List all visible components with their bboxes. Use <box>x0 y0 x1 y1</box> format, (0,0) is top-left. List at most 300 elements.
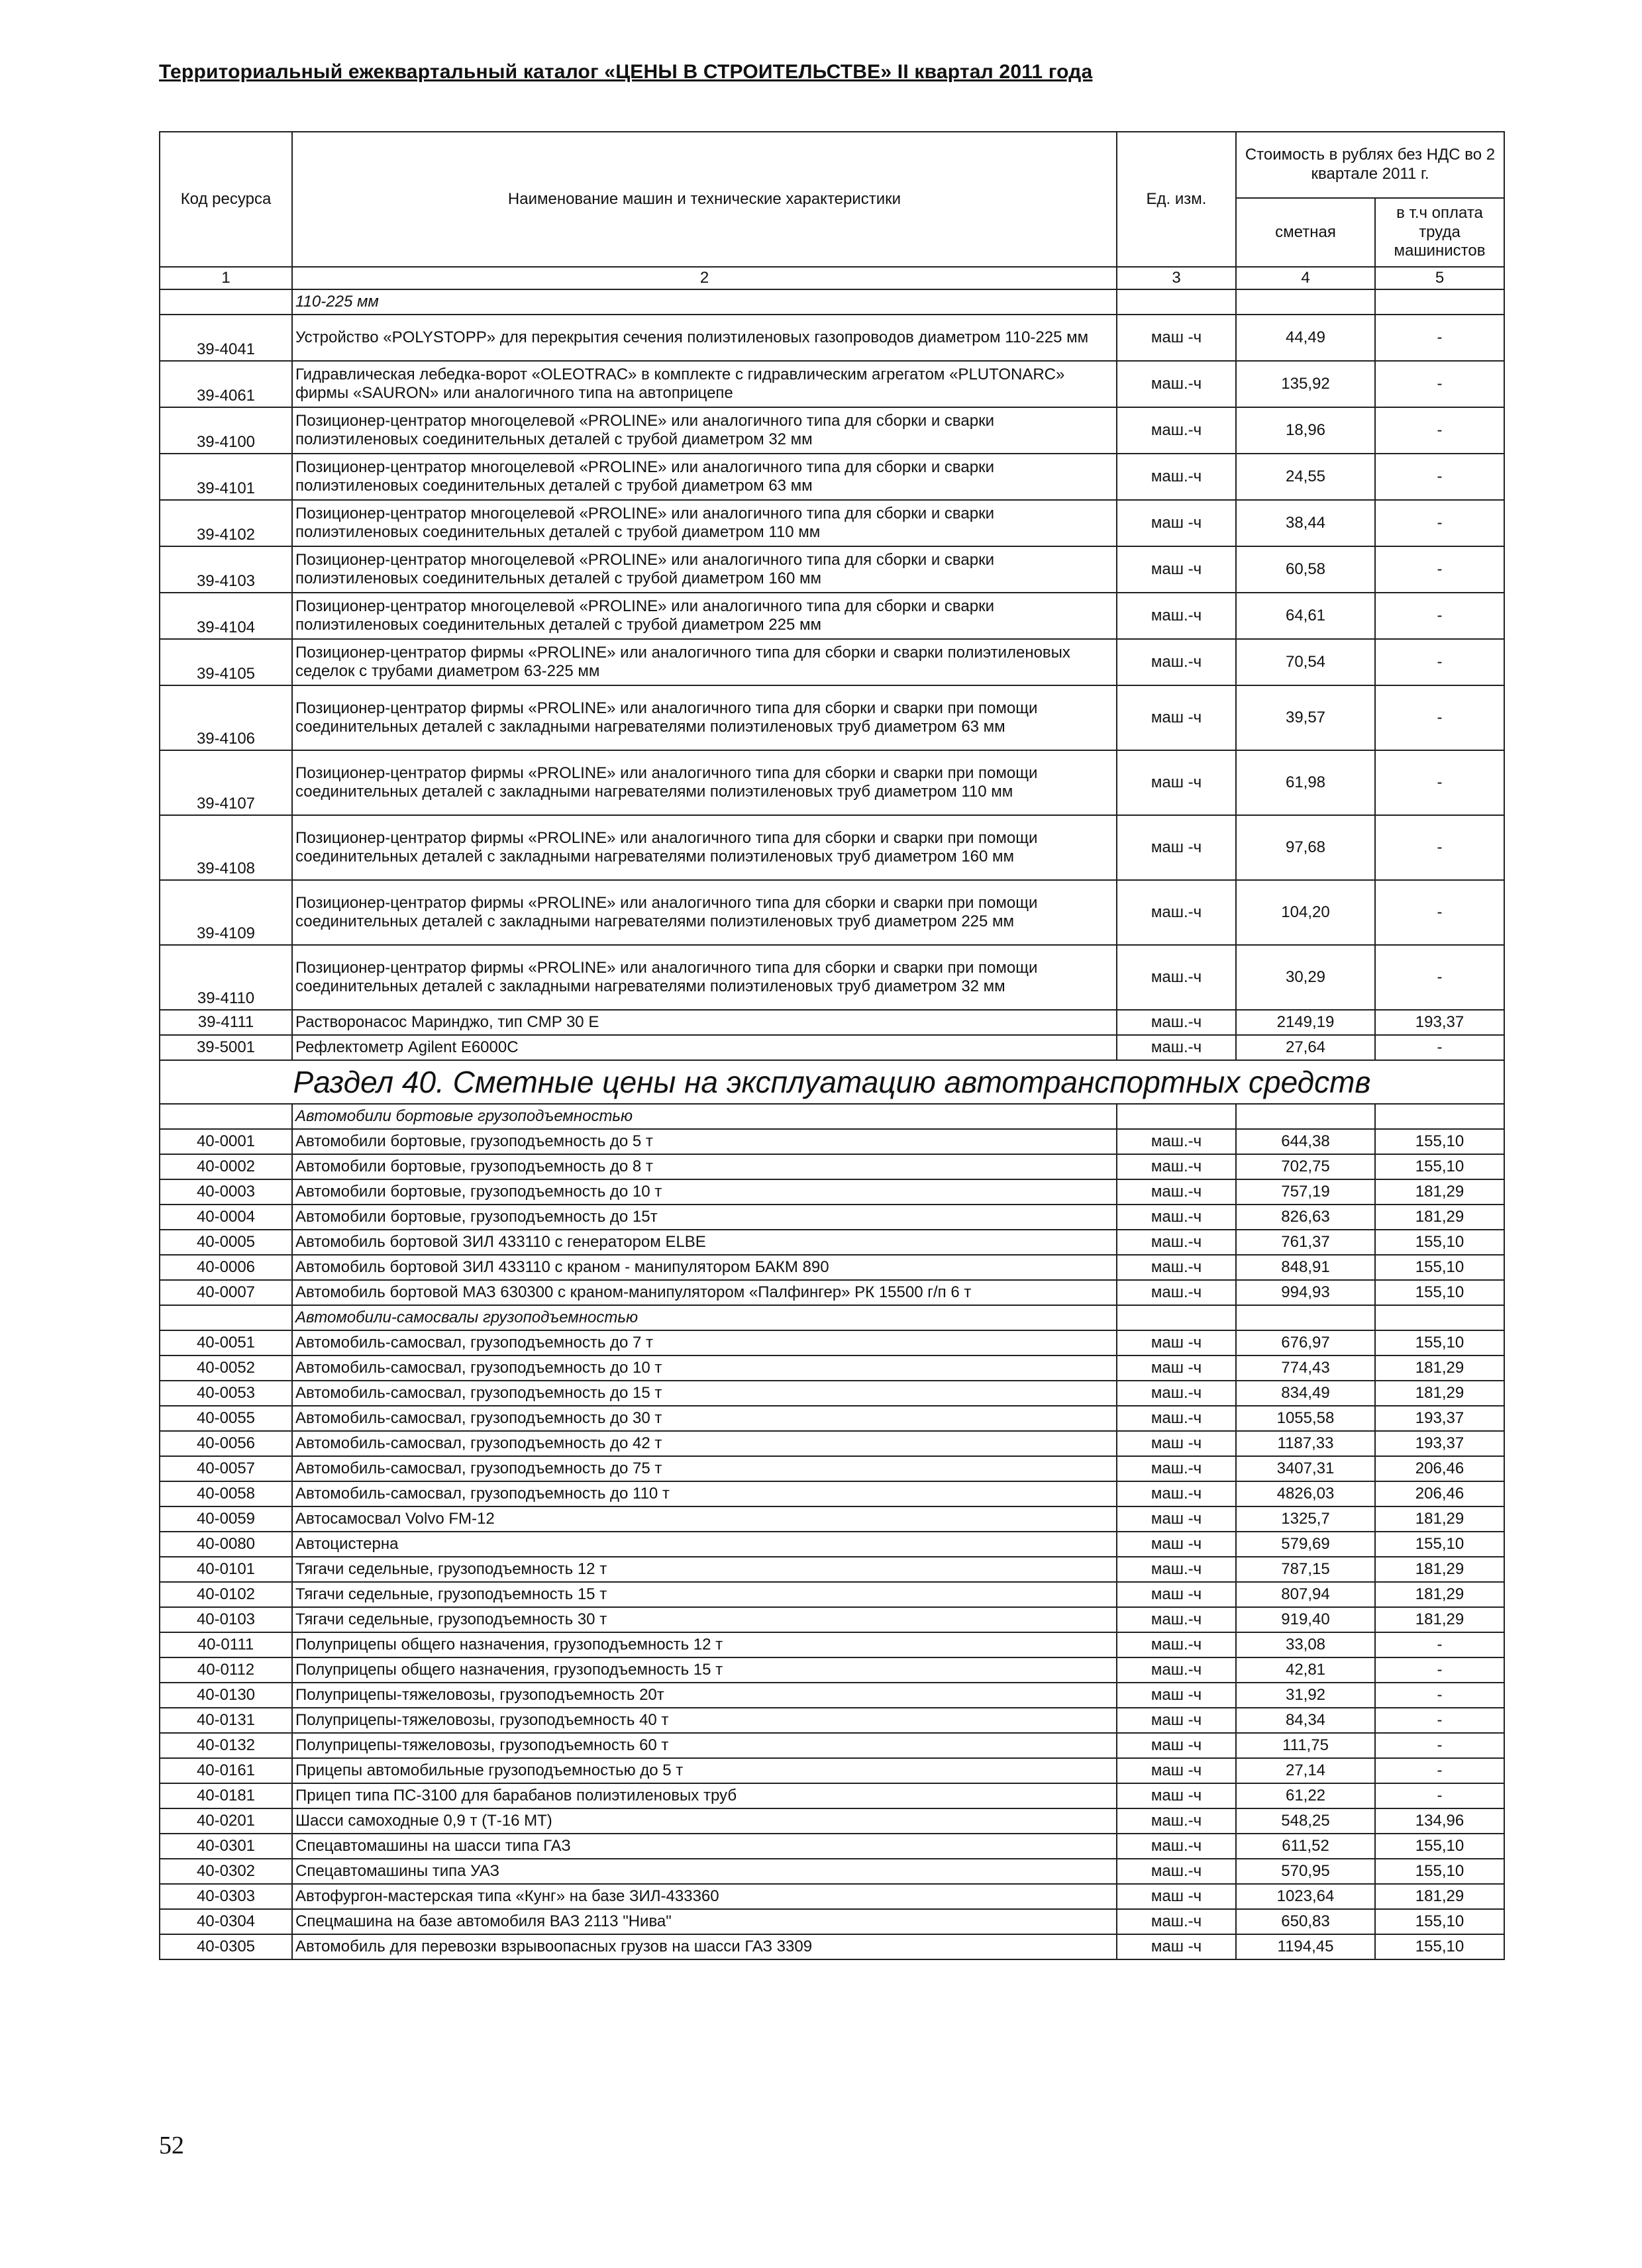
machine-name: Позиционер-центратор фирмы «PROLINE» или аналогичного типа для сборки и сварки полиэтиленовых седелок с трубами диаметром 63-225 мм <box>292 639 1117 685</box>
labor-cost-cell: 155,10 <box>1375 1280 1504 1305</box>
resource-code: 39-4106 <box>160 685 292 750</box>
machine-name: Полуприцепы общего назначения, грузоподъемность 12 т <box>292 1632 1117 1657</box>
cost-cell: 30,29 <box>1236 945 1375 1010</box>
subheading-text: 110-225 мм <box>292 289 1117 315</box>
cost-cell: 1187,33 <box>1236 1431 1375 1456</box>
labor-cost-cell: 155,10 <box>1375 1934 1504 1959</box>
table-row <box>160 1808 1504 1834</box>
table-row <box>160 1381 1504 1406</box>
resource-code: 40-0181 <box>160 1783 292 1808</box>
cost-cell: 676,97 <box>1236 1330 1375 1356</box>
table-row <box>160 454 1504 500</box>
table-row <box>160 500 1504 546</box>
empty-cell <box>160 1305 292 1330</box>
unit-cell: маш -ч <box>1117 1758 1236 1783</box>
table-row <box>160 1683 1504 1708</box>
table-row <box>160 1179 1504 1205</box>
table-row <box>160 1431 1504 1456</box>
cost-cell: 44,49 <box>1236 315 1375 361</box>
machine-name: Автомобиль-самосвал, грузоподъемность до 110 т <box>292 1481 1117 1506</box>
unit-cell: маш -ч <box>1117 1733 1236 1758</box>
unit-cell: маш.-ч <box>1117 1481 1236 1506</box>
cost-cell: 1325,7 <box>1236 1506 1375 1532</box>
section-title: Раздел 40. Сметные цены на эксплуатацию автотранспортных средств <box>160 1060 1504 1104</box>
labor-cost-cell: - <box>1375 500 1504 546</box>
subheading-row <box>160 1104 1504 1129</box>
machine-name: Автофургон-мастерская типа «Кунг» на базе ЗИЛ-433360 <box>292 1884 1117 1909</box>
labor-cost-cell: - <box>1375 546 1504 593</box>
cost-cell: 3407,31 <box>1236 1456 1375 1481</box>
resource-code: 39-4110 <box>160 945 292 1010</box>
resource-code: 40-0301 <box>160 1834 292 1859</box>
table-row <box>160 1632 1504 1657</box>
cost-cell: 61,98 <box>1236 750 1375 815</box>
table-row <box>160 1010 1504 1035</box>
labor-cost-cell: 181,29 <box>1375 1506 1504 1532</box>
unit-cell: маш -ч <box>1117 750 1236 815</box>
resource-code: 40-0059 <box>160 1506 292 1532</box>
labor-cost-cell: - <box>1375 750 1504 815</box>
labor-cost-cell: 155,10 <box>1375 1255 1504 1280</box>
resource-code: 40-0053 <box>160 1381 292 1406</box>
resource-code: 40-0005 <box>160 1230 292 1255</box>
table-row <box>160 945 1504 1010</box>
machine-name: Автомобиль-самосвал, грузоподъемность до 30 т <box>292 1406 1117 1431</box>
machine-name: Автосамосвал Volvo FM-12 <box>292 1506 1117 1532</box>
cost-cell: 24,55 <box>1236 454 1375 500</box>
machine-name: Полуприцепы-тяжеловозы, грузоподъемность 20т <box>292 1683 1117 1708</box>
machine-name: Тягачи седельные, грузоподъемность 12 т <box>292 1557 1117 1582</box>
table-row <box>160 593 1504 639</box>
cost-cell: 70,54 <box>1236 639 1375 685</box>
resource-code: 40-0161 <box>160 1758 292 1783</box>
unit-cell: маш.-ч <box>1117 593 1236 639</box>
table-row <box>160 1280 1504 1305</box>
labor-cost-cell: 155,10 <box>1375 1154 1504 1179</box>
machine-name: Полуприцепы-тяжеловозы, грузоподъемность 40 т <box>292 1708 1117 1733</box>
machine-name: Автомобили бортовые, грузоподъемность до 8 т <box>292 1154 1117 1179</box>
table-row <box>160 1607 1504 1632</box>
cost-cell: 42,81 <box>1236 1657 1375 1683</box>
table-row <box>160 1481 1504 1506</box>
empty-cell <box>1375 289 1504 315</box>
machine-name: Тягачи седельные, грузоподъемность 30 т <box>292 1607 1117 1632</box>
labor-cost-cell: 181,29 <box>1375 1884 1504 1909</box>
unit-cell: маш.-ч <box>1117 1909 1236 1934</box>
machine-name: Прицеп типа ПС-3100 для барабанов полиэтиленовых труб <box>292 1783 1117 1808</box>
machine-name: Позиционер-центратор многоцелевой «PROLINE» или аналогичного типа для сборки и сварки полиэтиленовых соединительных деталей с трубой диаметром 110 мм <box>292 500 1117 546</box>
unit-cell: маш -ч <box>1117 1708 1236 1733</box>
unit-cell: маш.-ч <box>1117 1406 1236 1431</box>
labor-cost-cell: - <box>1375 361 1504 407</box>
machine-name: Автомобиль-самосвал, грузоподъемность до 7 т <box>292 1330 1117 1356</box>
table-row <box>160 750 1504 815</box>
labor-cost-cell: 193,37 <box>1375 1010 1504 1035</box>
machine-name: Автомобили бортовые, грузоподъемность до 5 т <box>292 1129 1117 1154</box>
unit-cell: маш.-ч <box>1117 1381 1236 1406</box>
col-header-code: Код ресурса <box>160 132 292 267</box>
empty-cell <box>1375 1305 1504 1330</box>
resource-code: 39-4108 <box>160 815 292 880</box>
table-row <box>160 880 1504 945</box>
labor-cost-cell: - <box>1375 1708 1504 1733</box>
subheading-text: Автомобили бортовые грузоподъемностью <box>292 1104 1117 1129</box>
resource-code: 40-0101 <box>160 1557 292 1582</box>
labor-cost-cell: 206,46 <box>1375 1481 1504 1506</box>
machine-name: Позиционер-центратор фирмы «PROLINE» или аналогичного типа для сборки и сварки при помощи соединительных деталей с закладными нагревателями полиэтиленовых труб диаметром 63 мм <box>292 685 1117 750</box>
table-row <box>160 1758 1504 1783</box>
unit-cell: маш.-ч <box>1117 1557 1236 1582</box>
table-row <box>160 1708 1504 1733</box>
cost-cell: 111,75 <box>1236 1733 1375 1758</box>
unit-cell: маш -ч <box>1117 1934 1236 1959</box>
resource-code: 39-4111 <box>160 1010 292 1035</box>
cost-cell: 84,34 <box>1236 1708 1375 1733</box>
machine-name: Тягачи седельные, грузоподъемность 15 т <box>292 1582 1117 1607</box>
unit-cell: маш.-ч <box>1117 880 1236 945</box>
cost-cell: 848,91 <box>1236 1255 1375 1280</box>
empty-cell <box>1117 1305 1236 1330</box>
table-row <box>160 1657 1504 1683</box>
machine-name: Гидравлическая лебедка-ворот «OLEOTRAC» в комплекте с гидравлическим агрегатом «PLUTONARC» фирмы «SAURON» или аналогичного типа на автоприцепе <box>292 361 1117 407</box>
labor-cost-cell: 181,29 <box>1375 1356 1504 1381</box>
unit-cell: маш.-ч <box>1117 1632 1236 1657</box>
unit-cell: маш.-ч <box>1117 1456 1236 1481</box>
empty-cell <box>1375 1104 1504 1129</box>
resource-code: 39-4102 <box>160 500 292 546</box>
labor-cost-cell: 155,10 <box>1375 1330 1504 1356</box>
unit-cell: маш -ч <box>1117 1330 1236 1356</box>
machine-name: Позиционер-центратор фирмы «PROLINE» или аналогичного типа для сборки и сварки при помощи соединительных деталей с закладными нагревателями полиэтиленовых труб диаметром 110 мм <box>292 750 1117 815</box>
table-row <box>160 1205 1504 1230</box>
empty-cell <box>160 1104 292 1129</box>
cost-cell: 18,96 <box>1236 407 1375 454</box>
unit-cell: маш -ч <box>1117 546 1236 593</box>
table-row <box>160 1456 1504 1481</box>
machine-name: Автомобиль бортовой МАЗ 630300 с краном-манипулятором «Палфингер» РК 15500 г/п 6 т <box>292 1280 1117 1305</box>
cost-cell: 33,08 <box>1236 1632 1375 1657</box>
cost-cell: 27,64 <box>1236 1035 1375 1060</box>
machine-name: Рефлектометр Agilent E6000C <box>292 1035 1117 1060</box>
col-header-unit: Ед. изм. <box>1117 132 1236 267</box>
unit-cell: маш -ч <box>1117 500 1236 546</box>
cost-cell: 1023,64 <box>1236 1884 1375 1909</box>
table-row <box>160 1532 1504 1557</box>
machine-name: Автомобиль-самосвал, грузоподъемность до 42 т <box>292 1431 1117 1456</box>
resource-code: 39-4100 <box>160 407 292 454</box>
machine-name: Автомобиль-самосвал, грузоподъемность до 10 т <box>292 1356 1117 1381</box>
cost-cell: 570,95 <box>1236 1859 1375 1884</box>
resource-code: 40-0201 <box>160 1808 292 1834</box>
unit-cell: маш.-ч <box>1117 361 1236 407</box>
resource-code: 39-4104 <box>160 593 292 639</box>
col-header-name: Наименование машин и технические характеристики <box>292 132 1117 267</box>
cost-cell: 38,44 <box>1236 500 1375 546</box>
catalog-header: Территориальный ежеквартальный каталог «ЦЕНЫ В СТРОИТЕЛЬСТВЕ» II квартал 2011 года <box>159 61 1093 83</box>
unit-cell: маш -ч <box>1117 1356 1236 1381</box>
machine-name: Полуприцепы общего назначения, грузоподъемность 15 т <box>292 1657 1117 1683</box>
col-number: 3 <box>1117 267 1236 289</box>
resource-code: 40-0080 <box>160 1532 292 1557</box>
cost-cell: 27,14 <box>1236 1758 1375 1783</box>
table-row <box>160 1783 1504 1808</box>
table-row <box>160 1733 1504 1758</box>
cost-cell: 994,93 <box>1236 1280 1375 1305</box>
labor-cost-cell: - <box>1375 1758 1504 1783</box>
unit-cell: маш.-ч <box>1117 1607 1236 1632</box>
machine-name: Автомобиль бортовой ЗИЛ 433110 с генератором ELBE <box>292 1230 1117 1255</box>
table-row <box>160 1356 1504 1381</box>
unit-cell: маш.-ч <box>1117 1179 1236 1205</box>
unit-cell: маш.-ч <box>1117 1154 1236 1179</box>
cost-cell: 64,61 <box>1236 593 1375 639</box>
empty-cell <box>1236 289 1375 315</box>
resource-code: 40-0132 <box>160 1733 292 1758</box>
resource-code: 39-4103 <box>160 546 292 593</box>
subheading-row <box>160 1305 1504 1330</box>
machine-name: Позиционер-центратор многоцелевой «PROLINE» или аналогичного типа для сборки и сварки полиэтиленовых соединительных деталей с трубой диаметром 32 мм <box>292 407 1117 454</box>
resource-code: 40-0302 <box>160 1859 292 1884</box>
unit-cell: маш -ч <box>1117 315 1236 361</box>
cost-cell: 761,37 <box>1236 1230 1375 1255</box>
resource-code: 40-0006 <box>160 1255 292 1280</box>
resource-code: 40-0303 <box>160 1884 292 1909</box>
unit-cell: маш.-ч <box>1117 1834 1236 1859</box>
column-numbers-row <box>160 267 1504 289</box>
subheading-text: Автомобили-самосвалы грузоподъемностью <box>292 1305 1117 1330</box>
machine-name: Спецмашина на базе автомобиля ВАЗ 2113 "Нива" <box>292 1909 1117 1934</box>
machine-name: Шасси самоходные 0,9 т (Т-16 МТ) <box>292 1808 1117 1834</box>
machine-name: Прицепы автомобильные грузоподъемностью до 5 т <box>292 1758 1117 1783</box>
resource-code: 39-4041 <box>160 315 292 361</box>
resource-code: 40-0002 <box>160 1154 292 1179</box>
empty-cell <box>1117 1104 1236 1129</box>
col-header-cost: сметная <box>1236 198 1375 267</box>
resource-code: 39-4061 <box>160 361 292 407</box>
empty-cell <box>1236 1104 1375 1129</box>
labor-cost-cell: 155,10 <box>1375 1909 1504 1934</box>
table-row <box>160 639 1504 685</box>
unit-cell: маш.-ч <box>1117 1205 1236 1230</box>
cost-cell: 774,43 <box>1236 1356 1375 1381</box>
unit-cell: маш -ч <box>1117 1783 1236 1808</box>
cost-cell: 611,52 <box>1236 1834 1375 1859</box>
machine-name: Позиционер-центратор фирмы «PROLINE» или аналогичного типа для сборки и сварки при помощи соединительных деталей с закладными нагревателями полиэтиленовых труб диаметром 32 мм <box>292 945 1117 1010</box>
col-number: 1 <box>160 267 292 289</box>
unit-cell: маш.-ч <box>1117 1808 1236 1834</box>
resource-code: 40-0058 <box>160 1481 292 1506</box>
machine-name: Позиционер-центратор фирмы «PROLINE» или аналогичного типа для сборки и сварки при помощи соединительных деталей с закладными нагревателями полиэтиленовых труб диаметром 160 мм <box>292 815 1117 880</box>
cost-cell: 826,63 <box>1236 1205 1375 1230</box>
cost-cell: 4826,03 <box>1236 1481 1375 1506</box>
resource-code: 40-0055 <box>160 1406 292 1431</box>
resource-code: 40-0003 <box>160 1179 292 1205</box>
labor-cost-cell: - <box>1375 315 1504 361</box>
unit-cell: маш -ч <box>1117 1582 1236 1607</box>
table-row <box>160 407 1504 454</box>
machine-name: Спецавтомашины на шасси типа ГАЗ <box>292 1834 1117 1859</box>
resource-code: 40-0007 <box>160 1280 292 1305</box>
unit-cell: маш -ч <box>1117 1683 1236 1708</box>
table-row <box>160 1230 1504 1255</box>
labor-cost-cell: 155,10 <box>1375 1532 1504 1557</box>
labor-cost-cell: 134,96 <box>1375 1808 1504 1834</box>
table-row <box>160 1255 1504 1280</box>
labor-cost-cell: 155,10 <box>1375 1129 1504 1154</box>
machine-name: Автомобиль-самосвал, грузоподъемность до 75 т <box>292 1456 1117 1481</box>
labor-cost-cell: - <box>1375 945 1504 1010</box>
cost-cell: 787,15 <box>1236 1557 1375 1582</box>
machine-name: Автомобили бортовые, грузоподъемность до 15т <box>292 1205 1117 1230</box>
table-row <box>160 1582 1504 1607</box>
table-row <box>160 1506 1504 1532</box>
cost-cell: 1055,58 <box>1236 1406 1375 1431</box>
labor-cost-cell: - <box>1375 685 1504 750</box>
resource-code: 39-4109 <box>160 880 292 945</box>
machine-name: Автомобиль бортовой ЗИЛ 433110 с краном - манипулятором БАКМ 890 <box>292 1255 1117 1280</box>
labor-cost-cell: 181,29 <box>1375 1179 1504 1205</box>
table-row <box>160 1834 1504 1859</box>
machine-name: Позиционер-центратор фирмы «PROLINE» или аналогичного типа для сборки и сварки при помощи соединительных деталей с закладными нагревателями полиэтиленовых труб диаметром 225 мм <box>292 880 1117 945</box>
cost-cell: 807,94 <box>1236 1582 1375 1607</box>
col-number: 5 <box>1375 267 1504 289</box>
labor-cost-cell: - <box>1375 880 1504 945</box>
cost-cell: 2149,19 <box>1236 1010 1375 1035</box>
labor-cost-cell: 155,10 <box>1375 1834 1504 1859</box>
table-row <box>160 1859 1504 1884</box>
machine-name: Позиционер-центратор многоцелевой «PROLINE» или аналогичного типа для сборки и сварки полиэтиленовых соединительных деталей с трубой диаметром 63 мм <box>292 454 1117 500</box>
machine-name: Автомобиль-самосвал, грузоподъемность до 15 т <box>292 1381 1117 1406</box>
labor-cost-cell: 155,10 <box>1375 1859 1504 1884</box>
resource-code: 39-4105 <box>160 639 292 685</box>
resource-code: 40-0052 <box>160 1356 292 1381</box>
cost-cell: 61,22 <box>1236 1783 1375 1808</box>
table-body <box>160 289 1504 1959</box>
machine-name: Автоцистерна <box>292 1532 1117 1557</box>
resource-code: 40-0131 <box>160 1708 292 1733</box>
labor-cost-cell: - <box>1375 1035 1504 1060</box>
cost-cell: 757,19 <box>1236 1179 1375 1205</box>
resource-code: 39-5001 <box>160 1035 292 1060</box>
table-row <box>160 546 1504 593</box>
subheading-row <box>160 289 1504 315</box>
labor-cost-cell: 155,10 <box>1375 1230 1504 1255</box>
cost-cell: 97,68 <box>1236 815 1375 880</box>
table-row <box>160 1330 1504 1356</box>
labor-cost-cell: 181,29 <box>1375 1381 1504 1406</box>
labor-cost-cell: - <box>1375 407 1504 454</box>
cost-cell: 31,92 <box>1236 1683 1375 1708</box>
resource-code: 40-0056 <box>160 1431 292 1456</box>
cost-cell: 834,49 <box>1236 1381 1375 1406</box>
labor-cost-cell: - <box>1375 815 1504 880</box>
machine-name: Растворонасос Маринджо, тип CMP 30 E <box>292 1010 1117 1035</box>
col-header-cost-group: Стоимость в рублях без НДС во 2 квартале 2011 г. <box>1236 132 1504 198</box>
empty-cell <box>1117 289 1236 315</box>
cost-cell: 644,38 <box>1236 1129 1375 1154</box>
col-number: 2 <box>292 267 1117 289</box>
labor-cost-cell: 193,37 <box>1375 1431 1504 1456</box>
labor-cost-cell: - <box>1375 1683 1504 1708</box>
table-row <box>160 1154 1504 1179</box>
unit-cell: маш -ч <box>1117 1431 1236 1456</box>
table-row <box>160 1884 1504 1909</box>
resource-code: 40-0051 <box>160 1330 292 1356</box>
cost-cell: 579,69 <box>1236 1532 1375 1557</box>
unit-cell: маш.-ч <box>1117 454 1236 500</box>
labor-cost-cell: 181,29 <box>1375 1205 1504 1230</box>
cost-cell: 39,57 <box>1236 685 1375 750</box>
unit-cell: маш.-ч <box>1117 1035 1236 1060</box>
unit-cell: маш.-ч <box>1117 1255 1236 1280</box>
machine-name: Позиционер-центратор многоцелевой «PROLINE» или аналогичного типа для сборки и сварки полиэтиленовых соединительных деталей с трубой диаметром 160 мм <box>292 546 1117 593</box>
resource-code: 40-0111 <box>160 1632 292 1657</box>
resource-code: 40-0102 <box>160 1582 292 1607</box>
unit-cell: маш -ч <box>1117 1506 1236 1532</box>
unit-cell: маш -ч <box>1117 815 1236 880</box>
labor-cost-cell: - <box>1375 1632 1504 1657</box>
machine-name: Автомобиль для перевозки взрывоопасных грузов на шасси ГАЗ 3309 <box>292 1934 1117 1959</box>
resource-code: 40-0057 <box>160 1456 292 1481</box>
unit-cell: маш.-ч <box>1117 1010 1236 1035</box>
labor-cost-cell: - <box>1375 639 1504 685</box>
unit-cell: маш.-ч <box>1117 407 1236 454</box>
labor-cost-cell: - <box>1375 454 1504 500</box>
table-row <box>160 1406 1504 1431</box>
resource-code: 39-4107 <box>160 750 292 815</box>
resource-code: 40-0112 <box>160 1657 292 1683</box>
table-row <box>160 685 1504 750</box>
unit-cell: маш.-ч <box>1117 1129 1236 1154</box>
cost-cell: 135,92 <box>1236 361 1375 407</box>
table-row <box>160 361 1504 407</box>
labor-cost-cell: - <box>1375 1733 1504 1758</box>
table-row <box>160 1035 1504 1060</box>
unit-cell: маш.-ч <box>1117 639 1236 685</box>
resource-code: 40-0305 <box>160 1934 292 1959</box>
cost-cell: 919,40 <box>1236 1607 1375 1632</box>
resource-code: 40-0004 <box>160 1205 292 1230</box>
resource-code: 40-0130 <box>160 1683 292 1708</box>
unit-cell: маш -ч <box>1117 1532 1236 1557</box>
table-row <box>160 315 1504 361</box>
unit-cell: маш.-ч <box>1117 1280 1236 1305</box>
machine-name: Полуприцепы-тяжеловозы, грузоподъемность 60 т <box>292 1733 1117 1758</box>
unit-cell: маш.-ч <box>1117 1230 1236 1255</box>
unit-cell: маш -ч <box>1117 685 1236 750</box>
page-number: 52 <box>159 2132 184 2159</box>
machine-name: Автомобили бортовые, грузоподъемность до 10 т <box>292 1179 1117 1205</box>
resource-code: 40-0304 <box>160 1909 292 1934</box>
cost-cell: 702,75 <box>1236 1154 1375 1179</box>
labor-cost-cell: 193,37 <box>1375 1406 1504 1431</box>
unit-cell: маш -ч <box>1117 1884 1236 1909</box>
table-row <box>160 1557 1504 1582</box>
unit-cell: маш.-ч <box>1117 1657 1236 1683</box>
cost-cell: 60,58 <box>1236 546 1375 593</box>
machine-name: Позиционер-центратор многоцелевой «PROLINE» или аналогичного типа для сборки и сварки полиэтиленовых соединительных деталей с трубой диаметром 225 мм <box>292 593 1117 639</box>
resource-code: 39-4101 <box>160 454 292 500</box>
empty-cell <box>1236 1305 1375 1330</box>
col-header-labor: в т.ч оплата труда машинистов <box>1375 198 1504 267</box>
section-title-row <box>160 1060 1504 1104</box>
resource-code: 40-0001 <box>160 1129 292 1154</box>
col-number: 4 <box>1236 267 1375 289</box>
table-row <box>160 1909 1504 1934</box>
machine-name: Устройство «POLYSTOPP» для перекрытия сечения полиэтиленовых газопроводов диаметром 110-225 мм <box>292 315 1117 361</box>
machine-name: Спецавтомашины типа УАЗ <box>292 1859 1117 1884</box>
labor-cost-cell: 181,29 <box>1375 1607 1504 1632</box>
